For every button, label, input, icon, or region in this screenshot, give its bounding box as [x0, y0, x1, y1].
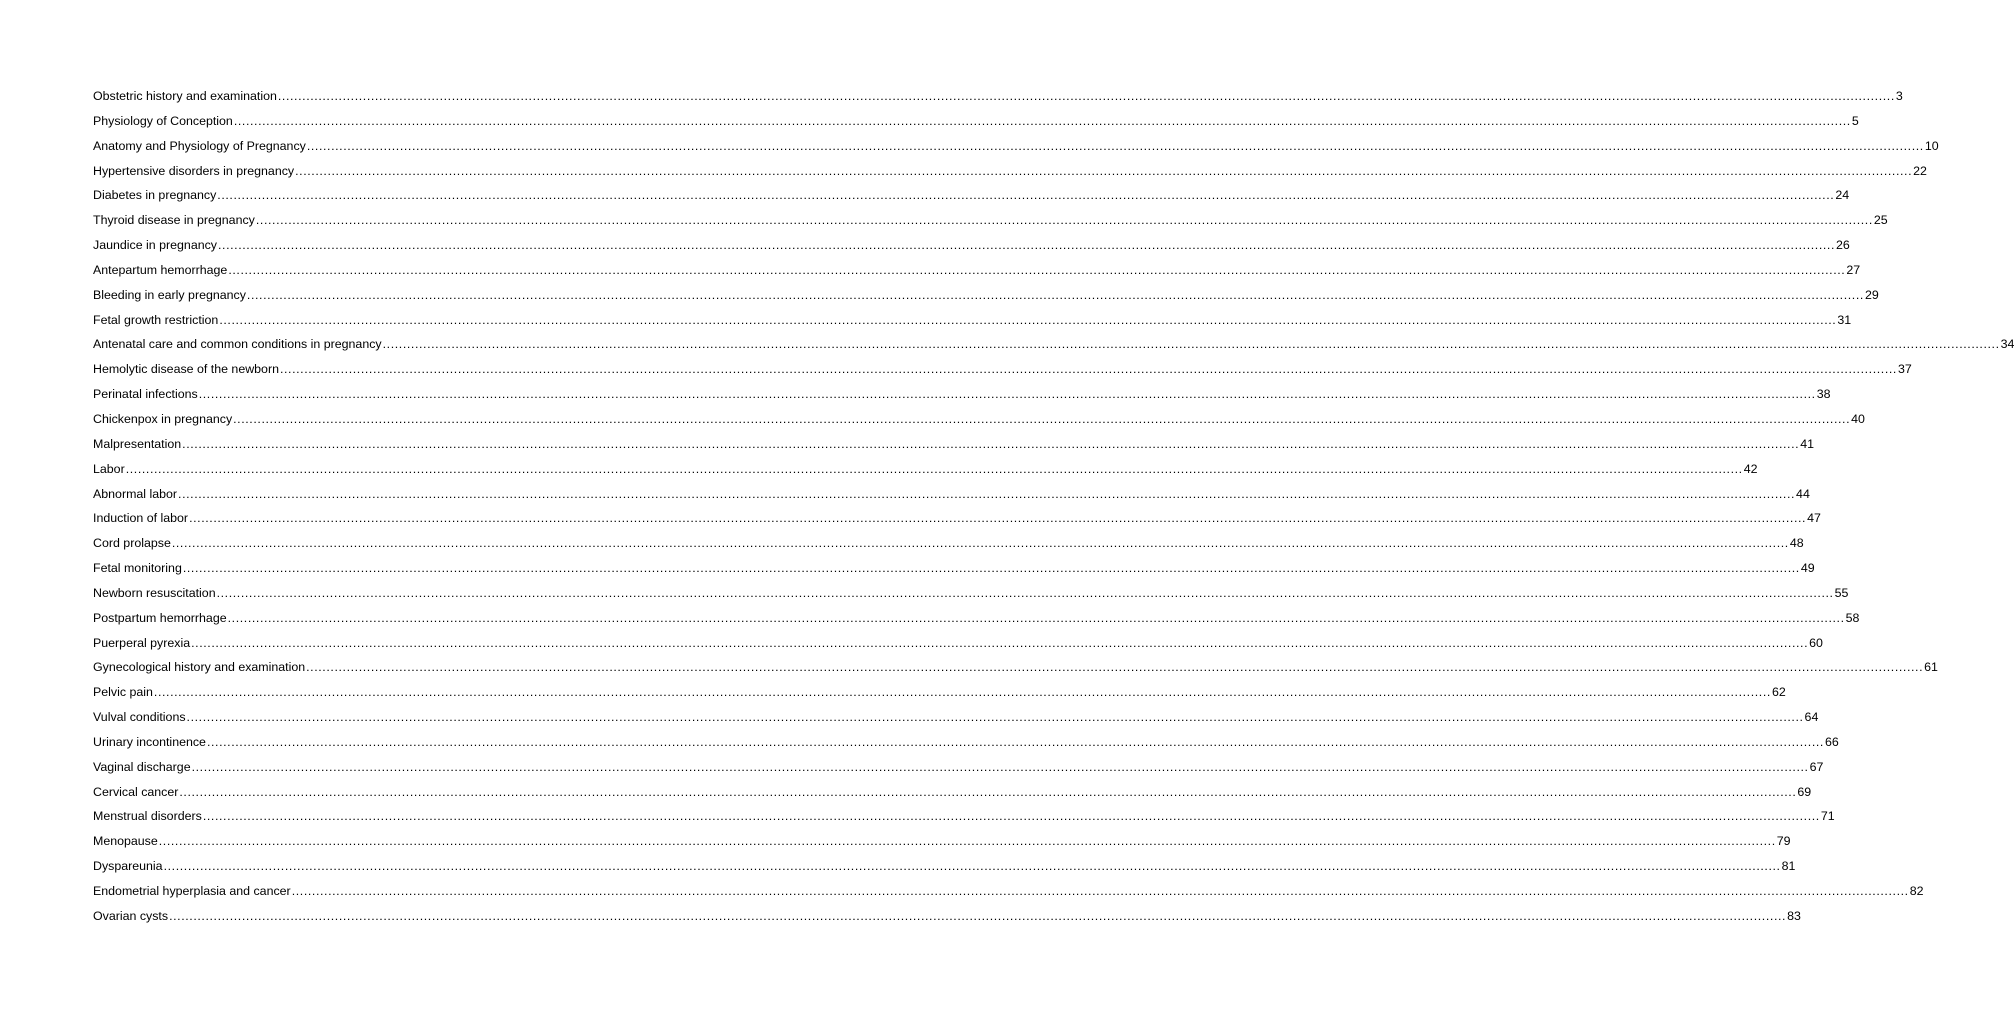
toc-entry-title: Physiology of Conception: [93, 113, 233, 128]
toc-dot-leader: ................................................................................................................................................................................................................................................................................................................................................................................................................: [306, 660, 1924, 675]
toc-entry[interactable]: [93, 310, 1852, 335]
toc-entry[interactable]: [93, 459, 1758, 484]
toc-entry-page-number: 71: [1820, 809, 1835, 824]
toc-entry[interactable]: [93, 657, 1938, 682]
toc-dot-leader: ................................................................................................................................................................................................................................................................................................................................................................................................................: [153, 685, 1771, 700]
toc-dot-leader: ................................................................................................................................................................................................................................................................................................................................................................................................................: [291, 884, 1909, 898]
toc-entry-title: Jaundice in pregnancy: [93, 238, 217, 253]
toc-entry[interactable]: [93, 136, 1939, 161]
toc-dot-leader: ................................................................................................................................................................................................................................................................................................................................................................................................................: [158, 834, 1776, 849]
toc-entry-page-number: 40: [1851, 411, 1865, 426]
toc-entry[interactable]: [93, 682, 1786, 707]
toc-dot-leader: ................................................................................................................................................................................................................................................................................................................................................................................................................: [125, 461, 1743, 476]
toc-entry-title: Hemolytic disease of the newborn: [93, 362, 279, 377]
toc-entry-title: Labor: [93, 461, 125, 476]
toc-entry-page-number: 66: [1824, 734, 1839, 749]
toc-dot-leader: ................................................................................................................................................................................................................................................................................................................................................................................................................: [191, 759, 1809, 774]
toc-entry[interactable]: [93, 533, 1804, 558]
toc-entry-title: Antenatal care and common conditions in pregnancy: [93, 337, 382, 352]
toc-entry[interactable]: [93, 558, 1815, 583]
toc-dot-leader: ................................................................................................................................................................................................................................................................................................................................................................................................................: [186, 710, 1804, 725]
toc-entry[interactable]: [93, 260, 1861, 285]
toc-entry-title: Menstrual disorders: [93, 809, 202, 824]
toc-entry-page-number: 61: [1924, 660, 1938, 675]
toc-entry-page-number: 3: [1895, 89, 1903, 103]
toc-dot-leader: ................................................................................................................................................................................................................................................................................................................................................................................................................: [189, 511, 1807, 526]
toc-dot-leader: ................................................................................................................................................................................................................................................................................................................................................................................................................: [216, 585, 1834, 600]
toc-entry-title: Endometrial hyperplasia and cancer: [93, 884, 291, 898]
toc-entry-page-number: 64: [1804, 710, 1819, 725]
toc-entry[interactable]: [93, 185, 1850, 210]
toc-entry-page-number: 41: [1800, 436, 1814, 451]
toc-entry-title: Induction of labor: [93, 511, 189, 526]
toc-dot-leader: ................................................................................................................................................................................................................................................................................................................................................................................................................: [277, 89, 1895, 103]
toc-entry-page-number: 67: [1809, 759, 1824, 774]
toc-dot-leader: ................................................................................................................................................................................................................................................................................................................................................................................................................: [233, 113, 1851, 128]
toc-entry-page-number: 10: [1924, 138, 1939, 153]
toc-entry-title: Hypertensive disorders in pregnancy: [93, 163, 295, 178]
toc-entry[interactable]: [93, 334, 2014, 359]
toc-entry-title: Newborn resuscitation: [93, 585, 216, 600]
toc-entry-page-number: 44: [1796, 486, 1810, 501]
toc-entry-title: Malpresentation: [93, 436, 182, 451]
toc-dot-leader: ................................................................................................................................................................................................................................................................................................................................................................................................................: [279, 362, 1897, 377]
toc-entry[interactable]: [93, 235, 1850, 260]
toc-entry-page-number: 29: [1864, 287, 1879, 302]
toc-entry[interactable]: [93, 782, 1812, 807]
toc-entry[interactable]: [93, 608, 1860, 633]
toc-entry-title: Obstetric history and examination: [93, 89, 277, 103]
toc-entry-title: Bleeding in early pregnancy: [93, 287, 246, 302]
toc-entry-title: Ovarian cysts: [93, 908, 169, 923]
toc-entry-title: Vaginal discharge: [93, 759, 191, 774]
toc-entry[interactable]: [93, 434, 1814, 459]
toc-entry-page-number: 42: [1743, 461, 1758, 476]
toc-entry-title: Antepartum hemorrhage: [93, 262, 228, 277]
toc-dot-leader: ................................................................................................................................................................................................................................................................................................................................................................................................................: [191, 635, 1809, 650]
toc-entry[interactable]: [93, 806, 1835, 831]
toc-entry-title: Cervical cancer: [93, 784, 179, 799]
toc-entry-page-number: 37: [1897, 362, 1912, 377]
toc-dot-leader: ................................................................................................................................................................................................................................................................................................................................................................................................................: [163, 859, 1781, 874]
toc-dot-leader: ................................................................................................................................................................................................................................................................................................................................................................................................................: [171, 536, 1789, 551]
toc-entry-title: Cord prolapse: [93, 536, 171, 551]
toc-dot-leader: ................................................................................................................................................................................................................................................................................................................................................................................................................: [219, 312, 1837, 327]
toc-entry-title: Diabetes in pregnancy: [93, 188, 217, 203]
toc-entry-page-number: 22: [1913, 163, 1927, 178]
toc-entry-title: Chickenpox in pregnancy: [93, 411, 233, 426]
toc-entry-page-number: 25: [1873, 213, 1888, 228]
toc-entry[interactable]: [93, 707, 1819, 732]
toc-dot-leader: ................................................................................................................................................................................................................................................................................................................................................................................................................: [182, 561, 1800, 576]
table-of-contents: [93, 86, 2014, 931]
toc-dot-leader: ................................................................................................................................................................................................................................................................................................................................................................................................................: [227, 610, 1845, 625]
toc-entry-page-number: 48: [1789, 536, 1804, 551]
toc-entry-page-number: 81: [1781, 859, 1796, 874]
toc-entry[interactable]: [93, 831, 1791, 856]
toc-entry[interactable]: [93, 633, 1823, 658]
toc-entry-page-number: 24: [1835, 188, 1850, 203]
toc-dot-leader: ................................................................................................................................................................................................................................................................................................................................................................................................................: [246, 287, 1864, 302]
toc-dot-leader: ................................................................................................................................................................................................................................................................................................................................................................................................................: [306, 138, 1924, 153]
toc-entry[interactable]: [93, 210, 1888, 235]
toc-entry-page-number: 26: [1836, 238, 1850, 253]
toc-dot-leader: ................................................................................................................................................................................................................................................................................................................................................................................................................: [179, 784, 1797, 799]
toc-entry-page-number: 82: [1909, 884, 1924, 898]
toc-entry-title: Postpartum hemorrhage: [93, 610, 227, 625]
toc-dot-leader: ................................................................................................................................................................................................................................................................................................................................................................................................................: [255, 213, 1873, 228]
toc-entry-page-number: 60: [1809, 635, 1823, 650]
toc-entry[interactable]: [93, 161, 1927, 186]
toc-entry[interactable]: [93, 906, 1801, 931]
toc-entry-title: Fetal growth restriction: [93, 312, 219, 327]
toc-entry-page-number: 34: [2000, 337, 2014, 352]
toc-dot-leader: ................................................................................................................................................................................................................................................................................................................................................................................................................: [217, 188, 1835, 203]
toc-entry[interactable]: [93, 881, 1924, 906]
toc-entry[interactable]: [93, 384, 1831, 409]
toc-entry-page-number: 5: [1851, 113, 1859, 128]
toc-dot-leader: ................................................................................................................................................................................................................................................................................................................................................................................................................: [178, 486, 1796, 501]
toc-dot-leader: ................................................................................................................................................................................................................................................................................................................................................................................................................: [198, 387, 1816, 402]
toc-entry-page-number: 62: [1771, 685, 1786, 700]
toc-entry-page-number: 69: [1797, 784, 1812, 799]
toc-entry-page-number: 49: [1800, 561, 1815, 576]
toc-entry-title: Anatomy and Physiology of Pregnancy: [93, 138, 306, 153]
toc-entry-title: Urinary incontinence: [93, 734, 206, 749]
toc-entry-title: Puerperal pyrexia: [93, 635, 191, 650]
toc-entry[interactable]: [93, 409, 1865, 434]
toc-entry[interactable]: [93, 484, 1810, 509]
toc-dot-leader: ................................................................................................................................................................................................................................................................................................................................................................................................................: [206, 734, 1824, 749]
toc-entry[interactable]: [93, 359, 1912, 384]
toc-entry[interactable]: [93, 285, 1879, 310]
toc-entry-page-number: 31: [1837, 312, 1852, 327]
toc-entry-title: Vulval conditions: [93, 710, 186, 725]
toc-entry-page-number: 58: [1845, 610, 1860, 625]
toc-entry[interactable]: [93, 732, 1839, 757]
toc-entry-title: Abnormal labor: [93, 486, 178, 501]
toc-entry-title: Thyroid disease in pregnancy: [93, 213, 255, 228]
toc-entry-page-number: 27: [1846, 262, 1861, 277]
toc-entry[interactable]: [93, 508, 1821, 533]
toc-entry[interactable]: [93, 86, 1903, 111]
toc-entry[interactable]: [93, 856, 1796, 881]
toc-entry-page-number: 38: [1816, 387, 1831, 402]
toc-entry-title: Perinatal infections: [93, 387, 198, 402]
toc-dot-leader: ................................................................................................................................................................................................................................................................................................................................................................................................................: [202, 809, 1820, 824]
toc-entry-title: Gynecological history and examination: [93, 660, 306, 675]
toc-entry[interactable]: [93, 583, 1849, 608]
toc-dot-leader: ................................................................................................................................................................................................................................................................................................................................................................................................................: [233, 411, 1851, 426]
toc-entry[interactable]: [93, 111, 1859, 136]
toc-entry-title: Menopause: [93, 834, 158, 849]
toc-entry-title: Fetal monitoring: [93, 561, 182, 576]
toc-entry-title: Pelvic pain: [93, 685, 153, 700]
toc-dot-leader: ................................................................................................................................................................................................................................................................................................................................................................................................................: [218, 238, 1836, 253]
toc-entry-page-number: 79: [1776, 834, 1791, 849]
toc-dot-leader: ................................................................................................................................................................................................................................................................................................................................................................................................................: [182, 436, 1800, 451]
toc-entry-page-number: 83: [1787, 908, 1801, 923]
toc-dot-leader: ................................................................................................................................................................................................................................................................................................................................................................................................................: [228, 262, 1846, 277]
toc-entry[interactable]: [93, 757, 1824, 782]
toc-dot-leader: ................................................................................................................................................................................................................................................................................................................................................................................................................: [169, 908, 1787, 923]
toc-dot-leader: ................................................................................................................................................................................................................................................................................................................................................................................................................: [295, 163, 1913, 178]
toc-dot-leader: ................................................................................................................................................................................................................................................................................................................................................................................................................: [382, 337, 2000, 352]
toc-entry-page-number: 47: [1807, 511, 1821, 526]
toc-entry-page-number: 55: [1834, 585, 1849, 600]
toc-entry-title: Dyspareunia: [93, 859, 163, 874]
